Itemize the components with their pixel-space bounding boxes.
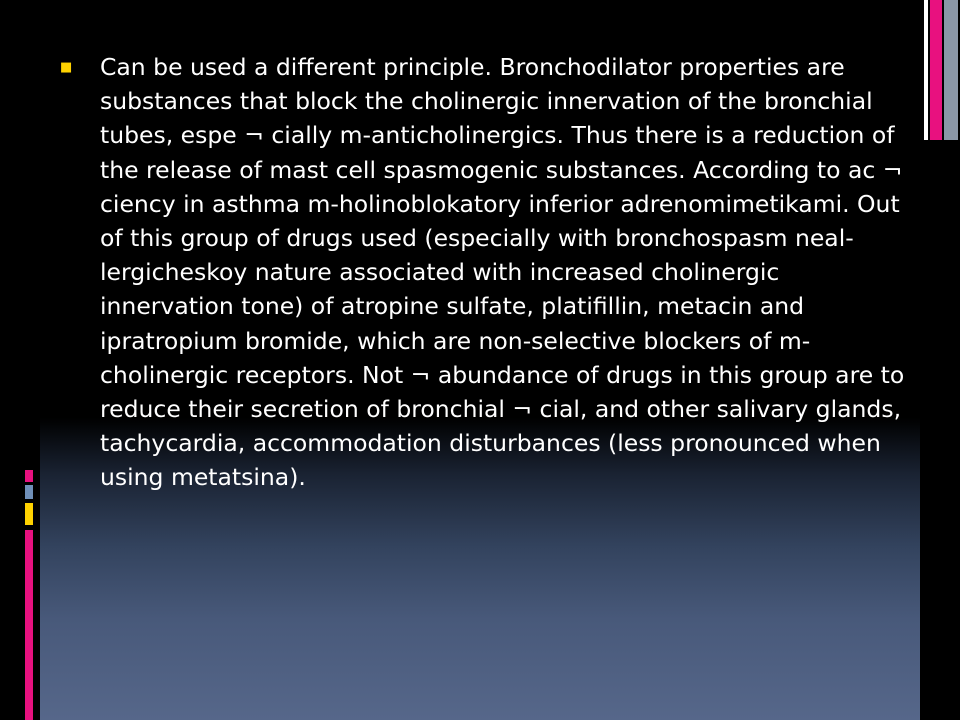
left-stripe-yellow bbox=[25, 503, 33, 525]
bullet-text: Can be used a different principle. Bronchodilator properties are substances that block the cholinergic innervation of the bronchial tubes, espe ¬ cially m-anticholinergics. Thus there is a reduction of the release of mast cell spasmogenic substances. According to ac ¬ ciency in asthma m-holinoblokatory inferior adrenomimetikami. Out of this group of drugs used (especially with bronchospasm neal-lergicheskoy nature associated with increased cholinergic innervation tone) of atropine sulfate, platifillin, metacin and ipratropium bromide, which are non-selective blockers of m-cholinergic receptors. Not ¬ abundance of drugs in this group are to reduce their secretion of bronchial ¬ cial, and other salivary glands, tachycardia, accommodation disturbances (less pronounced when using metatsina). bbox=[100, 53, 905, 492]
right-stripe-pink bbox=[930, 0, 942, 140]
square-bullet-icon: ■ bbox=[60, 60, 73, 75]
left-stripe-pink-long bbox=[25, 530, 33, 720]
right-stripe-white bbox=[924, 0, 928, 140]
right-decoration bbox=[920, 0, 960, 720]
left-stripe-pink-top bbox=[25, 470, 33, 482]
left-stripe-blue bbox=[25, 485, 33, 499]
bullet-item bbox=[60, 50, 905, 495]
left-decoration bbox=[0, 0, 40, 720]
bullet-list bbox=[60, 50, 905, 495]
right-stripe-gray bbox=[944, 0, 958, 140]
